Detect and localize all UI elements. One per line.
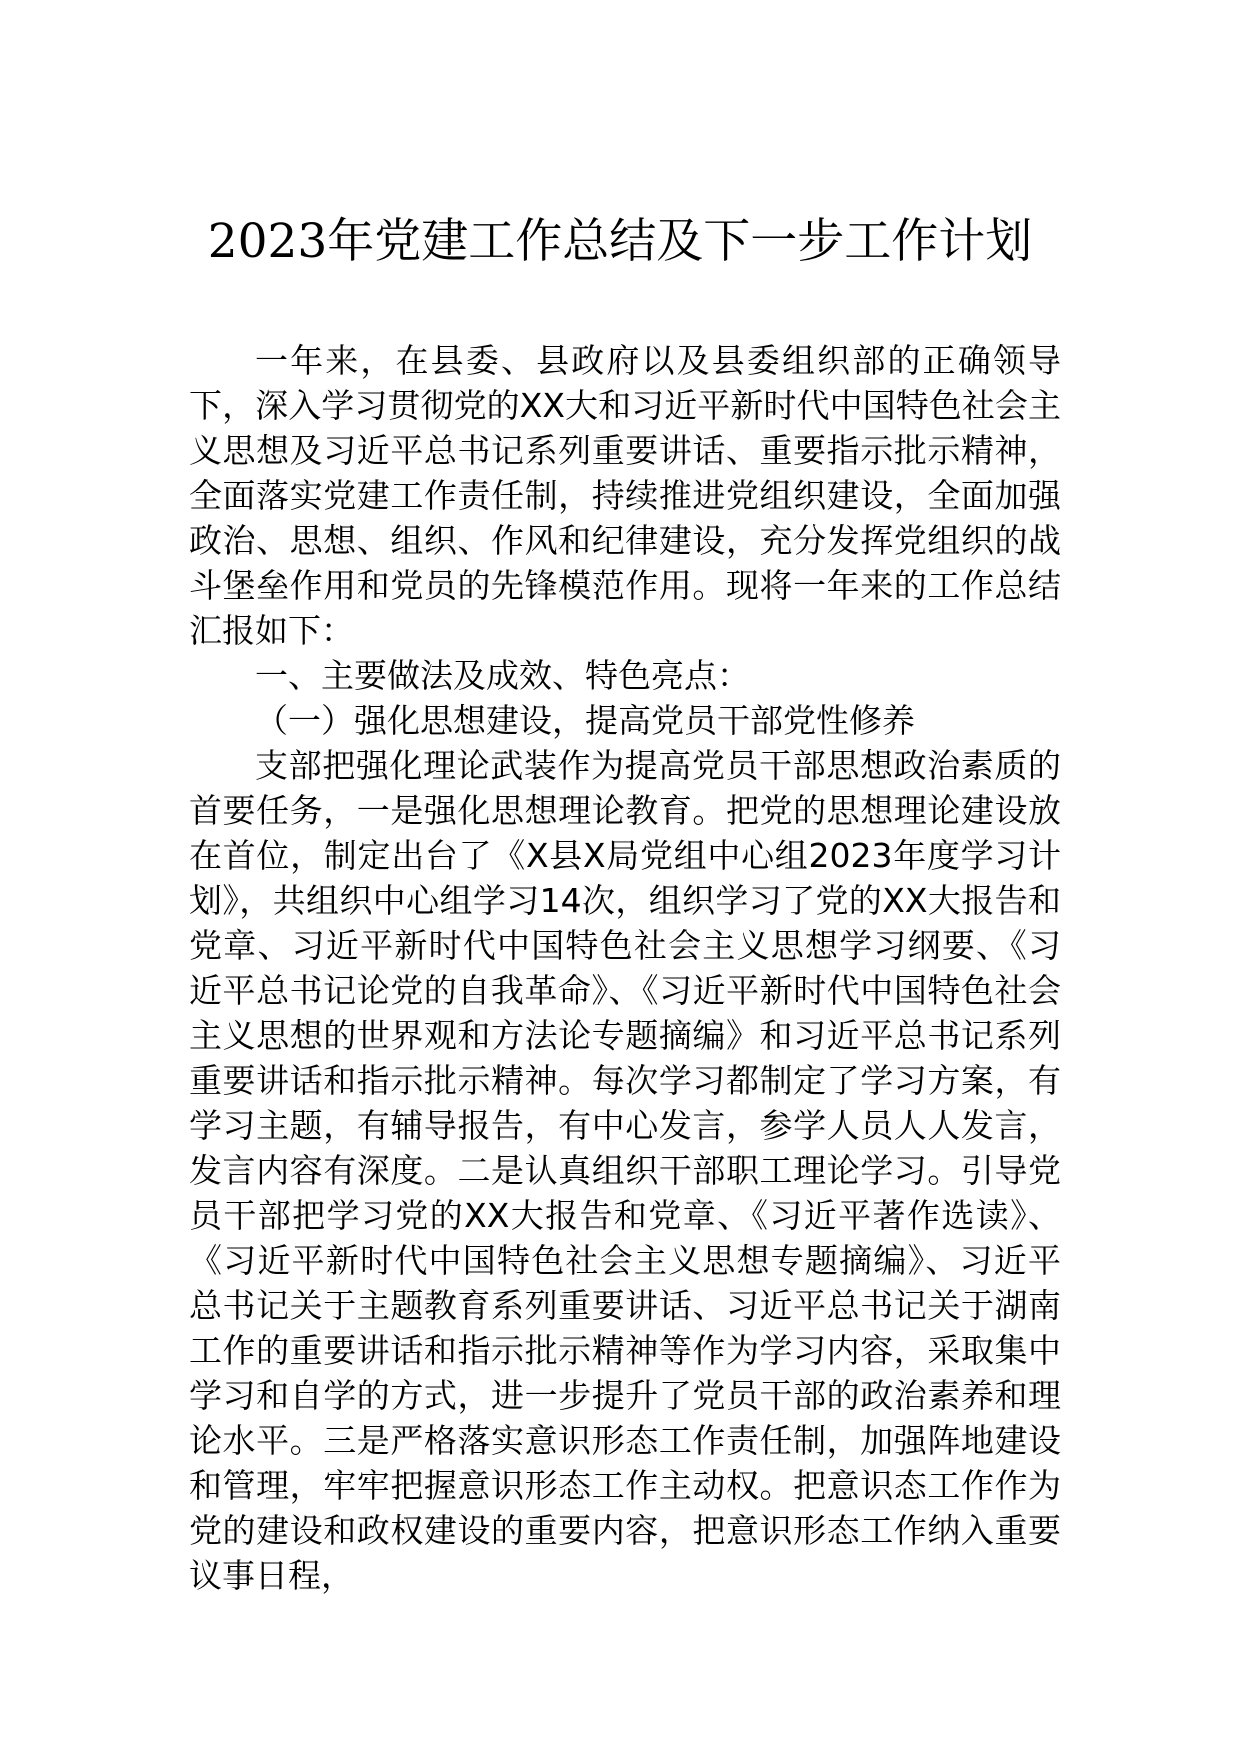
document-title: 2023年党建工作总结及下一步工作计划 (207, 214, 1033, 269)
subsection-heading: （一）强化思想建设，提高党员干部党性修养 (255, 701, 915, 740)
document-body (189, 338, 1061, 1598)
intro-paragraph: 一年来，在县委、县政府以及县委组织部的正确领导下，深入学习贯彻党的XX大和习近平新时代中国特色社会主义思想及习近平总书记系列重要讲话、重要指示批示精神，全面落实党建工作责任制，持续推进党组织建设，全面加强政治、思想、组织、作风和纪律建设，充分发挥党组织的战斗堡垒作用和党员的先锋模范作用。现将一年来的工作总结汇报如下： (189, 341, 1061, 650)
body-paragraph: 支部把强化理论武装作为提高党员干部思想政治素质的首要任务，一是强化思想理论教育。把党的思想理论建设放在首位，制定出台了《X县X局党组中心组2023年度学习计划》，共组织中心组学习14次，组织学习了党的XX大报告和党章、习近平新时代中国特色社会主义思想学习纲要、《习近平总书记论党的自我革命》、《习近平新时代中国特色社会主义思想的世界观和方法论专题摘编》和习近平总书记系列重要讲话和指示批示精神。每次学习都制定了学习方案，有学习主题，有辅导报告，有中心发言，参学人员人人发言，发言内容有深度。二是认真组织干部职工理论学习。引导党员干部把学习党的XX大报告和党章、《习近平著作选读》、《习近平新时代中国特色社会主义思想专题摘编》、习近平总书记关于主题教育系列重要讲话、习近平总书记关于湖南工作的重要讲话和指示批示精神等作为学习内容，采取集中学习和自学的方式，进一步提升了党员干部的政治素养和理论水平。三是严格落实意识形态工作责任制，加强阵地建设和管理，牢牢把握意识形态工作主动权。把意识态工作作为党的建设和政权建设的重要内容，把意识形态工作纳入重要议事日程， (189, 746, 1061, 1595)
section-heading: 一、主要做法及成效、特色亮点： (255, 656, 750, 695)
